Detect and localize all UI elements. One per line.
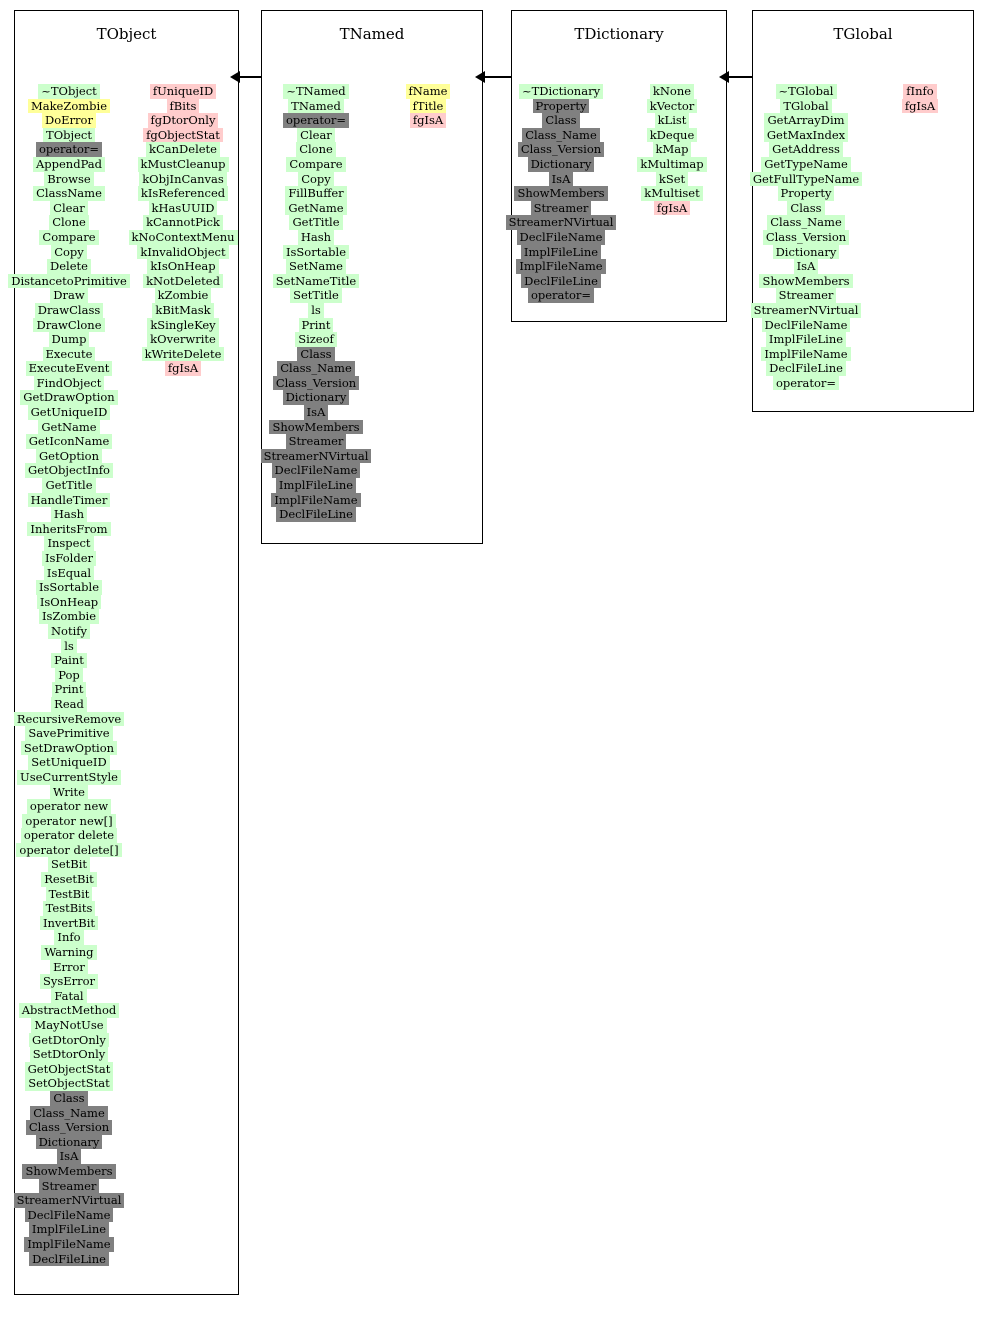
member-item[interactable]: ImplFileName bbox=[761, 347, 850, 362]
member-item[interactable]: GetArrayDim bbox=[764, 113, 847, 128]
member-item[interactable]: IsOnHeap bbox=[37, 595, 101, 610]
member-item[interactable]: Browse bbox=[44, 172, 93, 187]
member-item[interactable]: Dictionary bbox=[36, 1135, 103, 1150]
member-item[interactable]: Paint bbox=[51, 653, 87, 668]
member-item[interactable]: kNoContextMenu bbox=[129, 230, 238, 245]
member-item[interactable]: StreamerNVirtual bbox=[506, 215, 617, 230]
member-item[interactable]: IsSortable bbox=[283, 245, 349, 260]
member-item[interactable]: Clear bbox=[50, 201, 88, 216]
member-item[interactable]: GetName bbox=[285, 201, 346, 216]
member-item[interactable]: fgIsA bbox=[410, 113, 446, 128]
member-item[interactable]: Class bbox=[297, 347, 334, 362]
member-item[interactable]: ImplFileName bbox=[271, 493, 360, 508]
member-item[interactable]: operator new bbox=[27, 799, 111, 814]
member-column-tobject-fields bbox=[131, 84, 235, 376]
member-item[interactable]: kBitMask bbox=[152, 303, 213, 318]
member-item[interactable]: ~TGlobal bbox=[776, 84, 837, 99]
member-item[interactable]: DeclFileName bbox=[272, 463, 361, 478]
member-item[interactable]: GetIconName bbox=[26, 434, 113, 449]
member-item[interactable]: Print bbox=[52, 682, 87, 697]
member-item[interactable]: GetFullTypeName bbox=[750, 172, 862, 187]
member-item[interactable]: GetOption bbox=[36, 449, 102, 464]
member-item[interactable]: Pop bbox=[55, 668, 83, 683]
member-item[interactable]: TNamed bbox=[288, 99, 344, 114]
member-item[interactable]: SetTitle bbox=[290, 288, 342, 303]
member-item[interactable]: SetObjectStat bbox=[25, 1076, 113, 1091]
member-item[interactable]: SavePrimitive bbox=[25, 726, 112, 741]
member-item[interactable]: operator new[] bbox=[22, 814, 115, 829]
member-item[interactable]: ExecuteEvent bbox=[26, 361, 113, 376]
member-item[interactable]: Class_Name bbox=[767, 215, 845, 230]
member-item[interactable]: DeclFileName bbox=[25, 1208, 114, 1223]
member-column-tglobal-methods bbox=[750, 84, 862, 390]
member-item[interactable]: DeclFileLine bbox=[276, 507, 356, 522]
member-item[interactable]: kVector bbox=[647, 99, 698, 114]
member-item[interactable]: operator= bbox=[773, 376, 839, 391]
member-item[interactable]: MayNotUse bbox=[31, 1018, 106, 1033]
member-item[interactable]: Streamer bbox=[776, 288, 837, 303]
member-item[interactable]: FillBuffer bbox=[285, 186, 346, 201]
member-item[interactable]: Property bbox=[778, 186, 835, 201]
member-item[interactable]: Class bbox=[787, 201, 824, 216]
member-item[interactable]: SetName bbox=[286, 259, 346, 274]
member-item[interactable]: Error bbox=[50, 960, 88, 975]
member-item[interactable]: DeclFileLine bbox=[29, 1252, 109, 1267]
member-item[interactable]: kMultiset bbox=[641, 186, 702, 201]
inheritance-arrow-tglobal-to-tdictionary bbox=[728, 76, 752, 78]
member-item[interactable]: InvertBit bbox=[40, 916, 98, 931]
member-item[interactable]: GetUniqueID bbox=[28, 405, 111, 420]
member-item[interactable]: DeclFileLine bbox=[521, 274, 601, 289]
member-item[interactable]: UseCurrentStyle bbox=[17, 770, 121, 785]
member-item[interactable]: DistancetoPrimitive bbox=[8, 274, 130, 289]
member-item[interactable]: Info bbox=[54, 930, 83, 945]
member-item[interactable]: StreamerNVirtual bbox=[751, 303, 862, 318]
member-item[interactable]: operator delete bbox=[21, 828, 117, 843]
member-column-tdictionary-methods bbox=[508, 84, 614, 303]
member-item[interactable]: StreamerNVirtual bbox=[14, 1193, 125, 1208]
member-item[interactable]: ls bbox=[61, 639, 77, 654]
member-item[interactable]: kMultimap bbox=[637, 157, 706, 172]
member-item[interactable]: StreamerNVirtual bbox=[261, 449, 372, 464]
member-item[interactable]: ls bbox=[308, 303, 324, 318]
member-item[interactable]: Class bbox=[50, 1091, 87, 1106]
member-item[interactable]: Class_Version bbox=[273, 376, 359, 391]
member-item[interactable]: fUniqueID bbox=[150, 84, 216, 99]
member-item[interactable]: Class_Version bbox=[518, 142, 604, 157]
member-item[interactable]: Inspect bbox=[44, 536, 93, 551]
member-item[interactable]: fBits bbox=[167, 99, 200, 114]
member-item[interactable]: GetName bbox=[38, 420, 99, 435]
member-item[interactable]: Class_Name bbox=[277, 361, 355, 376]
member-item[interactable]: kNone bbox=[650, 84, 694, 99]
member-item[interactable]: kCanDelete bbox=[146, 142, 220, 157]
member-item[interactable]: ResetBit bbox=[41, 872, 97, 887]
member-item[interactable]: TGlobal bbox=[780, 99, 831, 114]
member-item[interactable]: ShowMembers bbox=[269, 420, 362, 435]
member-item[interactable]: operator= bbox=[528, 288, 594, 303]
member-item[interactable]: GetAddress bbox=[769, 142, 843, 157]
member-item[interactable]: fgDtorOnly bbox=[148, 113, 219, 128]
member-item[interactable]: Class_Name bbox=[522, 128, 600, 143]
member-item[interactable]: IsEqual bbox=[44, 566, 94, 581]
member-item[interactable]: GetDtorOnly bbox=[29, 1033, 109, 1048]
member-item[interactable]: Execute bbox=[43, 347, 96, 362]
member-item[interactable]: Read bbox=[51, 697, 87, 712]
member-item[interactable]: GetTitle bbox=[42, 478, 95, 493]
member-item[interactable]: kWriteDelete bbox=[142, 347, 225, 362]
member-item[interactable]: Dictionary bbox=[528, 157, 595, 172]
inheritance-arrow-tnamed-to-tobject bbox=[239, 76, 261, 78]
member-item[interactable]: Property bbox=[533, 99, 590, 114]
member-item[interactable]: DrawClone bbox=[33, 318, 104, 333]
member-item[interactable]: Streamer bbox=[531, 201, 592, 216]
member-item[interactable]: SetDrawOption bbox=[21, 741, 117, 756]
member-item[interactable]: kInvalidObject bbox=[137, 245, 228, 260]
member-item[interactable]: kMustCleanup bbox=[138, 157, 229, 172]
member-item[interactable]: IsA bbox=[794, 259, 819, 274]
member-item[interactable]: IsFolder bbox=[42, 551, 96, 566]
member-item[interactable]: kObjInCanvas bbox=[139, 172, 227, 187]
member-item[interactable]: fTitle bbox=[410, 99, 447, 114]
member-item[interactable]: kHasUUID bbox=[149, 201, 218, 216]
member-item[interactable]: DoError bbox=[42, 113, 96, 128]
member-item[interactable]: FindObject bbox=[34, 376, 105, 391]
member-item[interactable]: DeclFileName bbox=[517, 230, 606, 245]
member-item[interactable]: TestBits bbox=[43, 901, 96, 916]
member-item[interactable]: Streamer bbox=[39, 1179, 100, 1194]
member-item[interactable]: DrawClass bbox=[35, 303, 104, 318]
member-item[interactable]: ClassName bbox=[33, 186, 105, 201]
member-item[interactable]: Dump bbox=[49, 332, 90, 347]
member-item[interactable]: IsSortable bbox=[36, 580, 102, 595]
member-item[interactable]: IsA bbox=[57, 1149, 82, 1164]
member-item[interactable]: GetMaxIndex bbox=[764, 128, 848, 143]
member-column-tglobal-fields bbox=[886, 84, 954, 113]
member-item[interactable]: SetNameTitle bbox=[273, 274, 359, 289]
member-item[interactable]: MakeZombie bbox=[28, 99, 110, 114]
class-title-tobject: TObject bbox=[96, 25, 157, 43]
member-item[interactable]: kOverwrite bbox=[147, 332, 219, 347]
member-item[interactable]: fgObjectStat bbox=[143, 128, 223, 143]
member-item[interactable]: GetObjectInfo bbox=[25, 463, 113, 478]
member-item[interactable]: ImplFileName bbox=[516, 259, 605, 274]
member-item[interactable]: fgIsA bbox=[902, 99, 938, 114]
member-item[interactable]: kList bbox=[655, 113, 690, 128]
member-item[interactable]: operator delete[] bbox=[16, 843, 121, 858]
member-item[interactable]: DeclFileLine bbox=[766, 361, 846, 376]
inheritance-arrow-tdictionary-to-tnamed bbox=[484, 76, 511, 78]
member-item[interactable]: ShowMembers bbox=[22, 1164, 115, 1179]
member-item[interactable]: Hash bbox=[51, 507, 87, 522]
member-item[interactable]: kZombie bbox=[155, 288, 212, 303]
member-item[interactable]: IsZombie bbox=[39, 609, 99, 624]
member-column-tdictionary-fields bbox=[636, 84, 708, 215]
member-item[interactable]: Write bbox=[50, 785, 88, 800]
member-item[interactable]: Hash bbox=[298, 230, 334, 245]
member-item[interactable]: Class_Version bbox=[763, 230, 849, 245]
class-title-tnamed: TNamed bbox=[339, 25, 405, 43]
member-item[interactable]: SetDtorOnly bbox=[30, 1047, 109, 1062]
member-item[interactable]: kSet bbox=[656, 172, 688, 187]
member-item[interactable]: HandleTimer bbox=[28, 493, 111, 508]
member-item[interactable]: ImplFileLine bbox=[276, 478, 356, 493]
member-item[interactable]: fgIsA bbox=[654, 201, 690, 216]
member-item[interactable]: ~TObject bbox=[38, 84, 100, 99]
member-item[interactable]: operator= bbox=[36, 142, 102, 157]
member-item[interactable]: kMap bbox=[653, 142, 692, 157]
member-item[interactable]: fgIsA bbox=[165, 361, 201, 376]
member-item[interactable]: ImplFileLine bbox=[521, 245, 601, 260]
member-column-tnamed-methods bbox=[263, 84, 369, 522]
member-item[interactable]: Notify bbox=[48, 624, 90, 639]
member-item[interactable]: Print bbox=[299, 318, 334, 333]
member-item[interactable]: kSingleKey bbox=[147, 318, 218, 333]
member-item[interactable]: InheritsFrom bbox=[27, 522, 110, 537]
member-item[interactable]: RecursiveRemove bbox=[14, 712, 124, 727]
member-item[interactable]: GetDrawOption bbox=[20, 390, 117, 405]
member-item[interactable]: ShowMembers bbox=[514, 186, 607, 201]
member-item[interactable]: Draw bbox=[50, 288, 87, 303]
member-column-tobject-methods bbox=[11, 84, 127, 1266]
member-item[interactable]: Copy bbox=[51, 245, 87, 260]
member-item[interactable]: SetUniqueID bbox=[28, 755, 109, 770]
member-item[interactable]: Warning bbox=[41, 945, 96, 960]
member-column-tnamed-fields bbox=[396, 84, 460, 128]
member-item[interactable]: Copy bbox=[298, 172, 334, 187]
member-item[interactable]: GetTypeName bbox=[761, 157, 851, 172]
member-item[interactable]: Streamer bbox=[286, 434, 347, 449]
member-item[interactable]: AbstractMethod bbox=[19, 1003, 120, 1018]
member-item[interactable]: IsA bbox=[304, 405, 329, 420]
member-item[interactable]: Clone bbox=[296, 142, 336, 157]
member-item[interactable]: Class_Version bbox=[26, 1120, 112, 1135]
member-item[interactable]: IsA bbox=[549, 172, 574, 187]
member-item[interactable]: kNotDeleted bbox=[143, 274, 223, 289]
member-item[interactable]: ImplFileLine bbox=[766, 332, 846, 347]
member-item[interactable]: ~TDictionary bbox=[519, 84, 603, 99]
member-item[interactable]: Delete bbox=[47, 259, 91, 274]
member-item[interactable]: Class bbox=[542, 113, 579, 128]
member-item[interactable]: GetObjectStat bbox=[25, 1062, 114, 1077]
member-item[interactable]: Sizeof bbox=[295, 332, 337, 347]
member-item[interactable]: Clone bbox=[49, 215, 89, 230]
member-item[interactable]: fName bbox=[406, 84, 451, 99]
member-item[interactable]: ~TNamed bbox=[283, 84, 348, 99]
member-item[interactable]: ShowMembers bbox=[759, 274, 852, 289]
member-item[interactable]: GetTitle bbox=[289, 215, 342, 230]
member-item[interactable]: ImplFileName bbox=[24, 1237, 113, 1252]
member-item[interactable]: Dictionary bbox=[773, 245, 840, 260]
member-item[interactable]: SetBit bbox=[48, 857, 90, 872]
member-item[interactable]: TObject bbox=[43, 128, 95, 143]
member-item[interactable]: Fatal bbox=[51, 989, 86, 1004]
member-item[interactable]: ImplFileLine bbox=[29, 1222, 109, 1237]
member-item[interactable]: Class_Name bbox=[30, 1106, 108, 1121]
member-item[interactable]: Clear bbox=[297, 128, 335, 143]
class-title-tglobal: TGlobal bbox=[833, 25, 893, 43]
member-item[interactable]: SysError bbox=[40, 974, 98, 989]
member-item[interactable]: fInfo bbox=[903, 84, 936, 99]
member-item[interactable]: Compare bbox=[286, 157, 345, 172]
member-item[interactable]: kIsReferenced bbox=[138, 186, 228, 201]
member-item[interactable]: operator= bbox=[283, 113, 349, 128]
class-title-tdictionary: TDictionary bbox=[574, 25, 664, 43]
member-item[interactable]: DeclFileName bbox=[762, 318, 851, 333]
member-item[interactable]: Compare bbox=[39, 230, 98, 245]
member-item[interactable]: TestBit bbox=[46, 887, 93, 902]
member-item[interactable]: Dictionary bbox=[283, 390, 350, 405]
member-item[interactable]: kCannotPick bbox=[143, 215, 223, 230]
member-item[interactable]: AppendPad bbox=[33, 157, 105, 172]
member-item[interactable]: kIsOnHeap bbox=[147, 259, 218, 274]
member-item[interactable]: kDeque bbox=[647, 128, 698, 143]
